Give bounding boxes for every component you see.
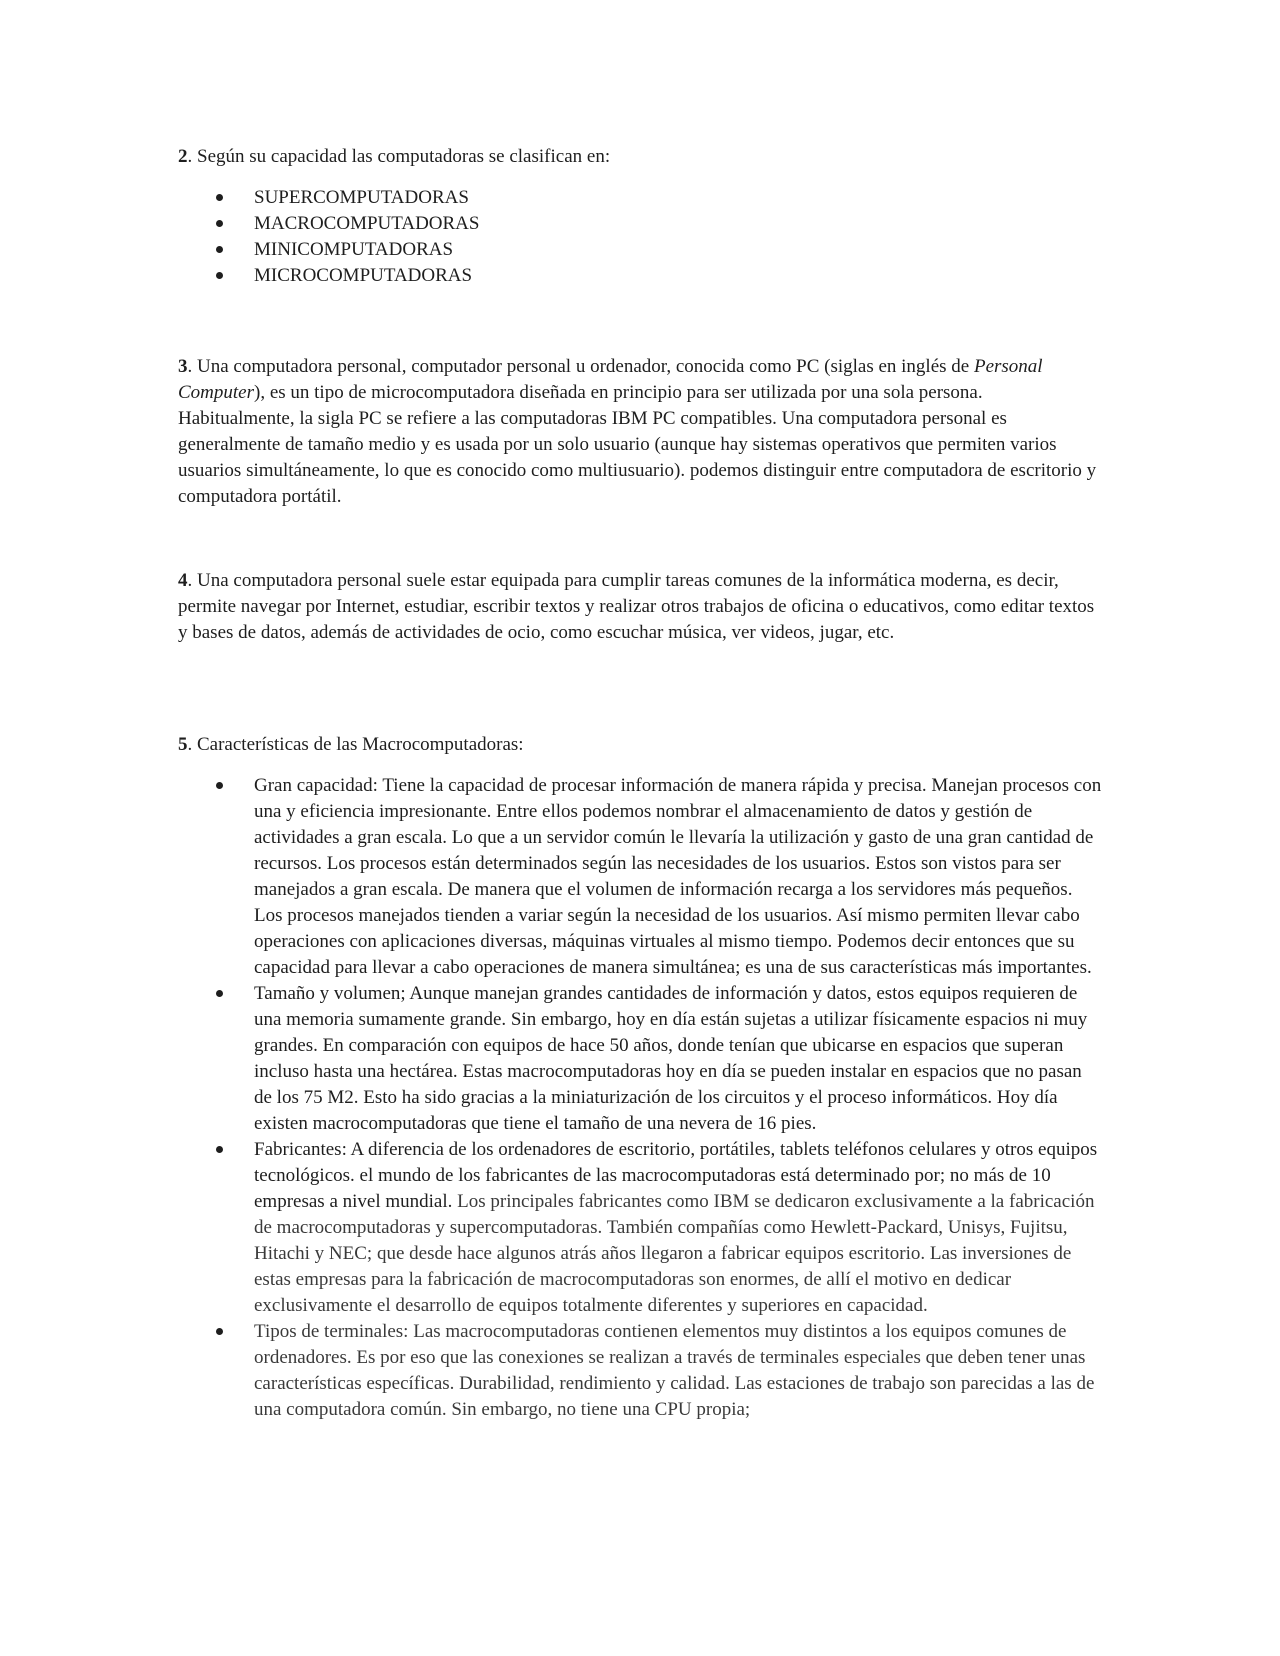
list-item: MICROCOMPUTADORAS (178, 263, 1103, 289)
section-3-paragraph: 3. Una computadora personal, computador personal u ordenador, conocida como PC (siglas en inglés de Personal Computer), es un tipo de microcomputadora diseñada en principio para ser utilizada por una sola persona. Habitualmente, la sigla PC se refiere a las computadoras IBM PC compatibles. Una computadora personal es generalmente de tamaño medio y es usada por un solo usuario (aunque hay sistemas operativos que permiten varios usuarios simultáneamente, lo que es conocido como multiusuario). podemos distinguir entre computadora de escritorio y computadora portátil. (178, 356, 1097, 507)
section-number: 2 (178, 146, 188, 167)
list-item: MACROCOMPUTADORAS (178, 211, 1103, 237)
section-5 (178, 732, 1103, 1423)
section-5-heading: 5. Características de las Macrocomputadoras: (178, 734, 524, 755)
section-3 (178, 354, 1103, 510)
section-4 (178, 568, 1103, 646)
section-4-paragraph: 4. Una computadora personal suele estar equipada para cumplir tareas comunes de la informática moderna, es decir, permite navegar por Internet, estudiar, escribir textos y realizar otros trabajos de oficina o educativos, como editar textos y bases de datos, además de actividades de ocio, como escuchar música, ver videos, jugar, etc. (178, 570, 1095, 643)
list-item: MINICOMPUTADORAS (178, 237, 1103, 263)
list-item: Tamaño y volumen; Aunque manejan grandes cantidades de información y datos, estos equipos requieren de una memoria sumamente grande. Sin embargo, hoy en día están sujetas a utilizar físicamente espacios ni muy grandes. En comparación con equipos de hace 50 años, donde tenían que ubicarse en espacios que superan incluso hasta una hectárea. Estas macrocomputadoras hoy en día se pueden instalar en espacios que no pasan de los 75 M2. Esto ha sido gracias a la miniaturización de los circuitos y el proceso informáticos. Hoy día existen macrocomputadoras que tiene el tamaño de una nevera de 16 pies. (178, 981, 1103, 1137)
section-2 (178, 144, 1103, 289)
characteristics-list (178, 773, 1103, 1423)
section-number: 4 (178, 570, 188, 591)
section-2-heading: 2. Según su capacidad las computadoras se clasifican en: (178, 146, 611, 167)
section-number: 3 (178, 356, 188, 377)
list-item: SUPERCOMPUTADORAS (178, 185, 1103, 211)
list-item: Fabricantes: A diferencia de los ordenadores de escritorio, portátiles, tablets teléfonos celulares y otros equipos tecnológicos. el mundo de los fabricantes de las macrocomputadoras está determinado por; no más de 10 empresas a nivel mundial. Los principales fabricantes como IBM se dedicaron exclusivamente a la fabricación de macrocomputadoras y supercomputadoras. También compañías como Hewlett-Packard, Unisys, Fujitsu, Hitachi y NEC; que desde hace algunos atrás años llegaron a fabricar equipos escritorio. Las inversiones de estas empresas para la fabricación de macrocomputadoras son enormes, de allí el motivo en dedicar exclusivamente el desarrollo de equipos totalmente diferentes y superiores en capacidad. (178, 1137, 1103, 1319)
list-item: Tipos de terminales: Las macrocomputadoras contienen elementos muy distintos a los equipos comunes de ordenadores. Es por eso que las conexiones se realizan a través de terminales especiales que deben tener unas características específicas. Durabilidad, rendimiento y calidad. Las estaciones de trabajo son parecidas a las de una computadora común. Sin embargo, no tiene una CPU propia; (178, 1319, 1103, 1423)
section-number: 5 (178, 734, 188, 755)
list-item: Gran capacidad: Tiene la capacidad de procesar información de manera rápida y precisa. Manejan procesos con una y eficiencia impresionante. Entre ellos podemos nombrar el almacenamiento de datos y gestión de actividades a gran escala. Lo que a un servidor común le llevaría la utilización y gasto de una gran cantidad de recursos. Los procesos están determinados según las necesidades de los usuarios. Estos son vistos para ser manejados a gran escala. De manera que el volumen de información recarga a los servidores más pequeños. Los procesos manejados tienden a variar según la necesidad de los usuarios. Así mismo permiten llevar cabo operaciones con aplicaciones diversas, máquinas virtuales al mismo tiempo. Podemos decir entonces que su capacidad para llevar a cabo operaciones de manera simultánea; es una de sus características más importantes. (178, 773, 1103, 981)
capacity-list (178, 185, 1103, 289)
